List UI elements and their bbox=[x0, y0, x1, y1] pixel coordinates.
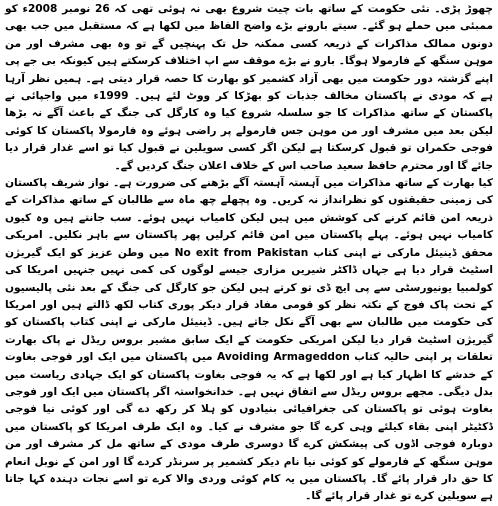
article-body bbox=[5, 1, 493, 506]
article-paragraph-2: کیا بھارت کے ساتھ مذاکرات میں آہستہ آہستہ آگے بڑھنے کی ضرورت ہے۔ نواز شریف پاکستان کی زمینی حقیقتوں کو نظرانداز نہ کریں۔ وہ پچھلے چھ ماہ سے طالبان کے ساتھ مذاکرات کے ذریعہ امن قائم کرنے کی کوشش میں ہیں لیکن کامیاب نہیں ہوئے۔ سب جانتے ہیں وہ کیوں کامیاب نہیں ہوئے۔ پہلے پاکستان میں امن قائم کرلیں پھر پاکستان سے باہر نکلیں۔ امریکی محقق ڈینیئل مارکی نے اپنی کتاب No exit from Pakistan میں وطن عزیز کو ایک گیریژن اسٹیٹ قرار دیا ہے جہاں ڈاکٹر شیریں مزاری جیسے لوگوں کی کمی نہیں جنہیں امریکا کی کولمبیا یونیورسٹی سے پی ایچ ڈی تو کرتے ہیں لیکن جو کارگل کی جنگ کے بعد نئی پالیسیوں کے تحت پاک فوج کے نکتہ نظر کو قومی مفاد قرار دیکر پوری کتاب لکھ ڈالتے ہیں اور امریکا کی حکومت میں طالبان سے بھی آگے نکل جاتے ہیں۔ ڈینیئل مارکی نے اپنی کتاب پاکستان کو گیریژن اسٹیٹ قرار دیا لیکن امریکی حکومت کے ایک سابق مشیر بروس ریڈل نے پاک بھارت تعلقات پر اپنی حالیہ کتاب Avoiding Armageddon میں پاکستان میں ایک اور فوجی بغاوت کے خدشے کا اظہار کیا ہے اور لکھا ہے کہ یہ فوجی بغاوت پاکستان کو ایک جہادی ریاست میں بدل دیگی۔ مجھے بروس ریڈل سے اتفاق نہیں ہے۔ خدانخواستہ اگر پاکستان میں ایک اور فوجی بغاوت ہوئی تو پاکستان کی جغرافیائی بنیادوں کو ہلا کر رکھ دے گی اور کوئی نیا فوجی ڈکٹیٹر اپنی بقاء کیلئے وہی کرے گا جو مشرف نے کیا۔ وہ ایک طرف امریکا کو پاکستان میں دوبارہ فوجی اڈوں کی پیشکش کرے گا دوسری طرف مودی کے ساتھ مل کر مشرف اور من موہن سنگھ کے فارمولے کو کوئی نیا نام دیکر کشمیر پر سرنڈر کردے گا اور امن کے نوبل انعام کا حق دار قرار پائے گا۔ پاکستان میں یہ کام کوئی وردی والا کرے تو اسے نجات دہندہ کہا جاتا ہے سویلین کرے تو غدار قرار پائے گا۔ bbox=[5, 177, 493, 503]
article-paragraph-1: چھوڑ پڑی۔ نئی حکومت کے ساتھ بات چیت شروع بھی نہ ہوئی تھی کہ 26 نومبر 2008ء کو ممبئی میں حملے ہو گئے۔ سیتے بارونے بڑے واضح الفاظ میں لکھا ہے کہ مستقبل میں جب بھی دونوں ممالک مذاکرات کے ذریعہ کسی ممکنہ حل تک پہنچیں گے تو وہ بھی مشرف اور من موہن سنگھ کے فارمولا ہوگا۔ بارو نے بڑے موقف سے اپ اختلاف کرسکتے ہیں کیونکہ بی جے پی اپنے گزشتہ دور حکومت میں بھی آزاد کشمیر کو بھارت کا حصہ قرار دیتی ہے۔ ہمیں نظر آرہا ہے کہ مودی نے پاکستان مخالف جذبات کو بھڑکا کر ووٹ لئے ہیں۔ 1999ء میں واجپائی نے پاکستان کے ساتھ مذاکرات کا جو سلسلہ شروع کیا وہ کارگل کی جنگ کے باعث آگے نہ بڑھا لیکن بعد میں مشرف اور من موہن جس فارمولے پر راضی ہوئے وہ فارمولا پاکستان کا کوئی فوجی حکمران تو قبول کرسکتا ہے لیکن اگر کسی سویلین نے قبول کیا تو اسے غدار قرار دیا جائے گا اور محترم حافظ سعید صاحب اس کے خلاف اعلان جنگ کردیں گے۔ bbox=[5, 3, 493, 172]
